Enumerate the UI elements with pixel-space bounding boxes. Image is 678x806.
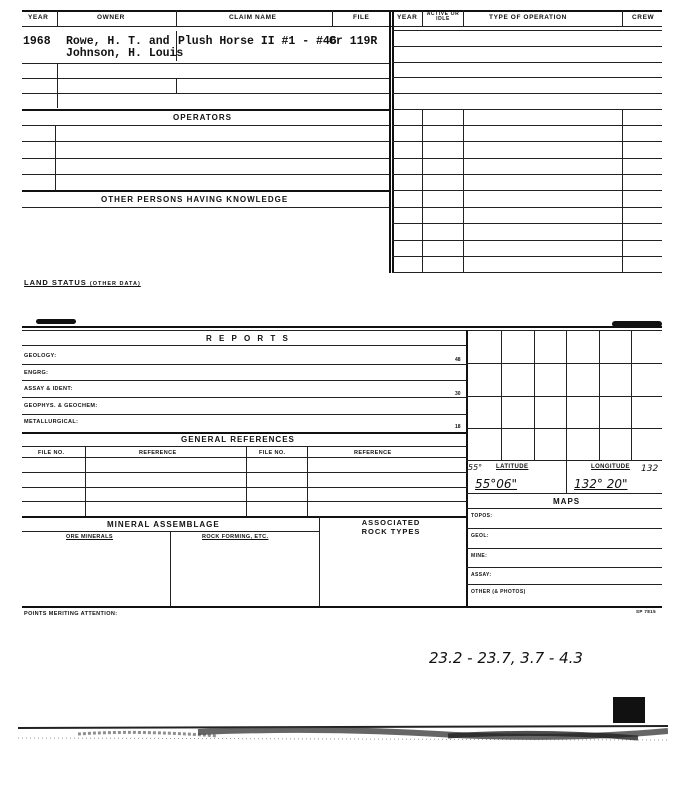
ore-minerals-label: ORE MINERALS: [66, 534, 113, 540]
maps-heading: MAPS: [553, 497, 581, 506]
maps-geol: GEOL:: [471, 533, 489, 539]
report-geology: GEOLOGY:: [24, 353, 57, 359]
latitude-value: 55°06": [475, 477, 518, 491]
report-assay: ASSAY & IDENT:: [24, 386, 73, 392]
maps-other: OTHER (& PHOTOS): [471, 589, 526, 595]
form-number: SP 7815: [636, 609, 656, 614]
longitude-label: LONGITUDE: [591, 464, 630, 470]
mineral-assemblage-heading: MINERAL ASSEMBLAGE: [107, 520, 220, 529]
land-status-heading: [24, 278, 141, 287]
scan-noise-band: [18, 718, 668, 748]
record-owner-line1: Rowe, H. T. and: [66, 35, 170, 48]
report-engrg: ENGRG:: [24, 370, 49, 376]
associated-rock-types-heading: ASSOCIATED ROCK TYPES: [361, 518, 421, 536]
refs-reference-1: REFERENCE: [139, 450, 177, 456]
header-year-right: YEAR: [397, 14, 418, 21]
report-metallurgical: METALLURGICAL:: [24, 419, 79, 425]
latitude-prefix: 55°: [468, 463, 483, 472]
header-year: YEAR: [28, 14, 49, 21]
record-year: 1968: [23, 35, 51, 48]
latitude-label: LATITUDE: [496, 464, 529, 470]
maps-topos: TOPOS:: [471, 513, 493, 519]
maps-mine: MINE:: [471, 553, 488, 559]
reports-heading: R E P O R T S: [206, 334, 291, 343]
report-geophys: GEOPHYS. & GEOCHEM:: [24, 403, 98, 409]
header-owner: OWNER: [97, 14, 125, 21]
grid-number-48: 48: [455, 357, 461, 363]
header-active-idle: ACTIVE OR IDLE: [426, 11, 460, 22]
header-claim-name: CLAIM NAME: [229, 14, 277, 21]
longitude-suffix: 132: [641, 464, 659, 474]
ink-smudge-left: [36, 319, 76, 324]
longitude-value: 132° 20": [574, 477, 628, 491]
record-claim: Plush Horse II #1 - #46: [178, 35, 337, 48]
refs-file-no-2: FILE NO.: [259, 450, 286, 456]
operators-heading: OPERATORS: [173, 113, 232, 122]
land-status-label: LAND STATUS: [24, 278, 87, 287]
handwritten-note: 23.2 - 23.7, 3.7 - 4.3: [429, 649, 583, 667]
grid-number-30: 30: [455, 391, 461, 397]
general-references-heading: GENERAL REFERENCES: [181, 435, 295, 444]
header-type-of-operation: TYPE OF OPERATION: [489, 14, 567, 21]
record-owner-line2: Johnson, H. Louis: [66, 47, 184, 60]
refs-file-no-1: FILE NO.: [38, 450, 65, 456]
points-meriting-attention: POINTS MERITING ATTENTION:: [24, 611, 118, 617]
header-file: FILE: [353, 14, 370, 21]
refs-reference-2: REFERENCE: [354, 450, 392, 456]
land-status-sublabel: (OTHER DATA): [89, 281, 141, 287]
maps-assay: ASSAY:: [471, 572, 492, 578]
other-persons-heading: OTHER PERSONS HAVING KNOWLEDGE: [101, 195, 289, 204]
grid-number-18: 18: [455, 424, 461, 430]
header-crew: CREW: [632, 14, 655, 21]
record-file: Cr 119R: [329, 35, 378, 48]
rock-forming-label: ROCK FORMING, ETC.: [202, 534, 269, 540]
